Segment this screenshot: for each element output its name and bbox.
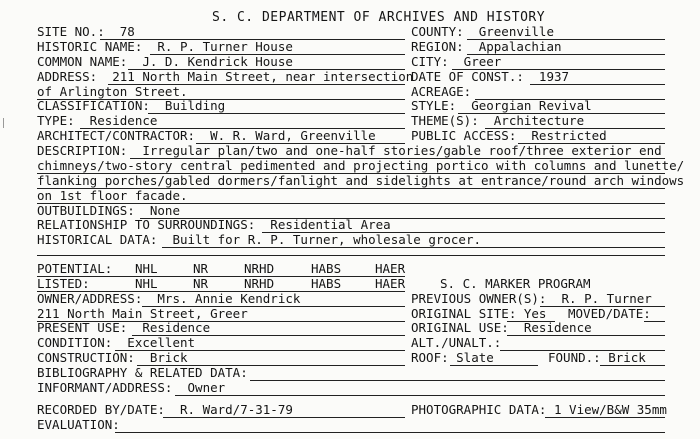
historic-name: HISTORIC NAME: R. P. Turner House xyxy=(37,39,293,54)
construction: CONSTRUCTION: Brick xyxy=(37,350,188,365)
informant: INFORMANT/ADDRESS: Owner xyxy=(37,380,226,395)
historical-line xyxy=(162,247,665,248)
city: CITY: Greer xyxy=(411,54,502,69)
acreage: ACREAGE: xyxy=(411,84,472,99)
type: TYPE: Residence xyxy=(37,113,158,128)
description-line-1: DESCRIPTION: Irregular plan/two and one-half stories/gable roof/three exterior end xyxy=(37,143,662,158)
classification: CLASSIFICATION: Building xyxy=(37,98,226,113)
original-use: ORIGINAL USE: Residence xyxy=(411,320,592,335)
bibliography: BIBLIOGRAPHY & RELATED DATA: xyxy=(37,365,248,380)
original-site: ORIGINAL SITE: Yes xyxy=(411,306,547,321)
owner-address: OWNER/ADDRESS: Mrs. Annie Kendrick xyxy=(37,291,301,306)
photographic-data: PHOTOGRAPHIC DATA: 1 View/B&W 35mm xyxy=(411,402,667,417)
alteration: ALT./UNALT.: xyxy=(411,335,502,350)
potential-label: POTENTIAL: xyxy=(37,261,113,276)
roof-line xyxy=(450,365,538,366)
potential-line xyxy=(37,276,405,277)
evaluation-line xyxy=(115,432,665,433)
original-use-line xyxy=(507,335,665,336)
potential-nr: NR xyxy=(193,261,209,276)
bibliography-line xyxy=(250,380,665,381)
owner-street: 211 North Main Street, Greer xyxy=(37,306,248,321)
margin-mark xyxy=(3,118,4,128)
themes: THEME(S): Architecture xyxy=(411,113,585,128)
potential-nhl: NHL xyxy=(135,261,158,276)
historical-data: HISTORICAL DATA: Built for R. P. Turner, wholesale grocer. xyxy=(37,232,482,247)
section-divider xyxy=(37,255,665,256)
foundation: FOUND.: Brick xyxy=(548,350,646,365)
marker-program: S. C. MARKER PROGRAM xyxy=(440,276,591,291)
present-use: PRESENT USE: Residence xyxy=(37,320,211,335)
county: COUNTY: Greenville xyxy=(411,24,554,39)
listed-nhl: NHL xyxy=(135,276,158,291)
date-line xyxy=(530,84,665,85)
listed-habs: HABS xyxy=(311,276,342,291)
style: STYLE: Georgian Revival xyxy=(411,98,592,113)
common-name: COMMON NAME: J. D. Kendrick House xyxy=(37,54,293,69)
potential-haer: HAER xyxy=(375,261,406,276)
card-title: S. C. DEPARTMENT OF ARCHIVES AND HISTORY xyxy=(212,10,546,25)
region: REGION: Appalachian xyxy=(411,39,562,54)
roof: ROOF: Slate xyxy=(411,350,494,365)
previous-owner: PREVIOUS OWNER(S): R. P. Turner xyxy=(411,291,652,306)
classification-line xyxy=(148,113,405,114)
listed-haer: HAER xyxy=(375,276,406,291)
description-line-2: chimneys/two-story central pedimented and projecting portico with columns and lunette/ xyxy=(37,158,685,173)
evaluation: EVALUATION: xyxy=(37,417,120,432)
moved-date-line xyxy=(644,321,665,322)
photographic-line xyxy=(545,417,665,418)
public-access: PUBLIC ACCESS: Restricted xyxy=(411,128,607,143)
potential-nrhd: NRHD xyxy=(244,261,275,276)
listed-nr: NR xyxy=(193,276,209,291)
site-no: SITE NO.: 78 xyxy=(37,24,135,39)
recorded-by: RECORDED BY/DATE: R. Ward/7-31-79 xyxy=(37,402,293,417)
moved-date: MOVED/DATE: xyxy=(568,306,651,321)
relationship: RELATIONSHIP TO SURROUNDINGS: Residential Area xyxy=(37,217,391,232)
description-line-4: on 1st floor facade. xyxy=(37,188,188,203)
potential-habs: HABS xyxy=(311,261,342,276)
listed-label: LISTED: xyxy=(37,276,90,291)
architect: ARCHITECT/CONTRACTOR: W. R. Ward, Greenville xyxy=(37,128,376,143)
condition: CONDITION: Excellent xyxy=(37,335,196,350)
date-of-construction: DATE OF CONST.: 1937 xyxy=(411,69,570,84)
address-line-1: ADDRESS: 211 North Main Street, near intersection xyxy=(37,69,414,84)
address-line-2: of Arlington Street. xyxy=(37,84,188,99)
recorded-line xyxy=(163,417,405,418)
description-line-3: flanking porches/gabled dormers/fanlight and sidelights at entrance/round arch windows xyxy=(37,173,685,188)
outbuildings: OUTBUILDINGS: None xyxy=(37,203,180,218)
foundation-line xyxy=(600,365,665,366)
informant-line xyxy=(175,395,665,396)
listed-nrhd: NRHD xyxy=(244,276,275,291)
